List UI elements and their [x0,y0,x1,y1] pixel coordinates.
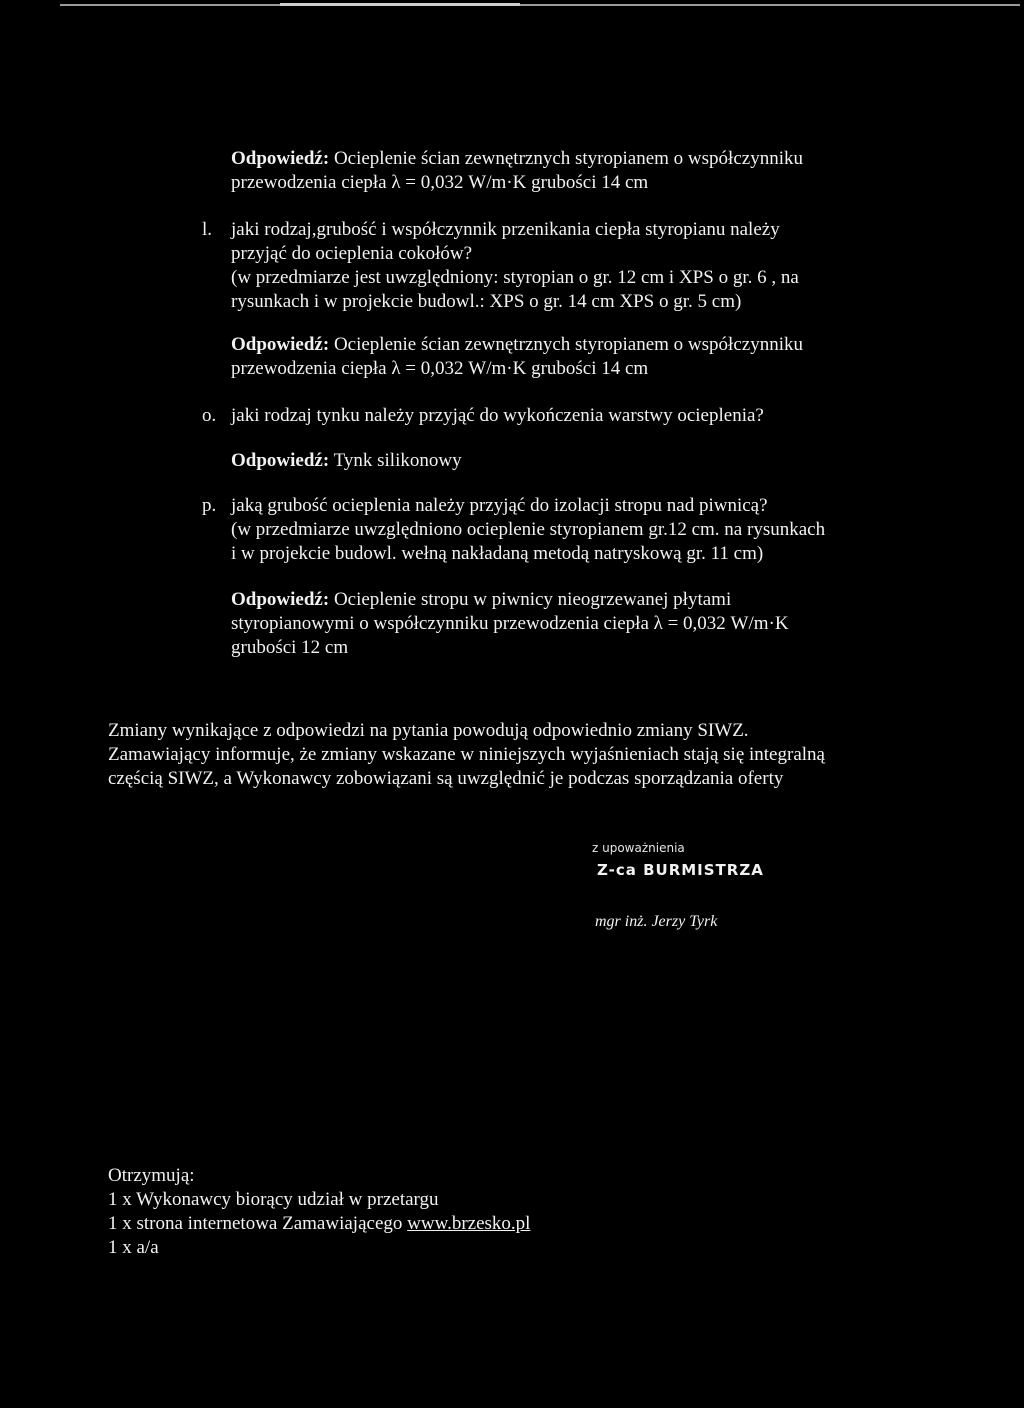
answer-1 [231,147,871,195]
question-l-line-2: przyjąć do ocieplenia cokołów? [231,243,473,264]
recipients-heading: Otrzymują: [108,1165,195,1186]
signature-title: Z-ca BURMISTRZA [597,861,764,879]
question-l-letter: l. [202,219,213,240]
answer-2-line-1: Odpowiedź: Ocieplenie ścian zewnętrznych styropianem o współczynniku [231,334,803,355]
question-l-line-1: jaki rodzaj,grubość i współczynnik przenikania ciepła styropianu należy [231,219,780,240]
answer-1-line-2: przewodzenia ciepła λ = 0,032 W/m·K grubości 14 cm [231,172,649,193]
question-p-line-2: (w przedmiarze uwzględniono ocieplenie styropianem gr.12 cm. na rysunkach [231,519,826,540]
answer-4-line-2: styropianowymi o współczynniku przewodzenia ciepła λ = 0,032 W/m·K [231,613,789,634]
question-p-line-1: jaką grubość ocieplenia należy przyjąć do izolacji stropu nad piwnicą? [231,495,768,516]
question-l-line-4: rysunkach i w projekcie budowl.: XPS o gr. 14 cm XPS o gr. 5 cm) [231,291,742,312]
recipient-3: 1 x a/a [108,1237,159,1258]
signature-name: mgr inż. Jerzy Tyrk [595,913,718,930]
closing-line-1: Zmiany wynikające z odpowiedzi na pytania powodują odpowiednio zmiany SIWZ. [108,720,749,741]
question-p-line-3: i w projekcie budowl. wełną nakładaną metodą natryskową gr. 11 cm) [231,543,764,564]
signature-authorization: z upoważnienia [592,841,685,855]
answer-2 [231,333,871,381]
top-edge-mark [280,3,520,6]
answer-label: Odpowiedź: [231,334,330,355]
closing-line-2: Zamawiający informuje, że zmiany wskazane w niniejszych wyjaśnieniach stają się integralną [108,744,825,765]
question-l [231,218,881,314]
answer-label: Odpowiedź: [231,148,330,169]
top-edge-line [60,4,1020,6]
question-p [231,494,881,566]
question-o [231,404,881,428]
recipients [108,1164,708,1260]
question-l-line-3: (w przedmiarze jest uwzględniony: styropian o gr. 12 cm i XPS o gr. 6 , na [231,267,799,288]
answer-4 [231,588,871,660]
closing-paragraph [108,719,908,791]
answer-label: Odpowiedź: [231,450,330,471]
recipient-1: 1 x Wykonawcy biorący udział w przetargu [108,1189,439,1210]
answer-4-line-3: grubości 12 cm [231,637,349,658]
answer-3-line-1: Odpowiedź: Tynk silikonowy [231,450,462,471]
answer-label: Odpowiedź: [231,589,330,610]
answer-3 [231,449,871,473]
answer-2-line-2: przewodzenia ciepła λ = 0,032 W/m·K grubości 14 cm [231,358,649,379]
answer-4-line-1: Odpowiedź: Ocieplenie stropu w piwnicy nieogrzewanej płytami [231,589,732,610]
closing-line-3: częścią SIWZ, a Wykonawcy zobowiązani są uwzględnić je podczas sporządzania oferty [108,768,784,789]
answer-1-line-1: Odpowiedź: Ocieplenie ścian zewnętrznych styropianem o współczynniku [231,148,803,169]
question-p-letter: p. [202,495,217,516]
recipient-2: 1 x strona internetowa Zamawiającego www.brzesko.pl [108,1213,531,1234]
website-link[interactable]: www.brzesko.pl [407,1213,531,1234]
question-o-line-1: jaki rodzaj tynku należy przyjąć do wykończenia warstwy ocieplenia? [231,405,764,426]
question-o-letter: o. [202,405,217,426]
